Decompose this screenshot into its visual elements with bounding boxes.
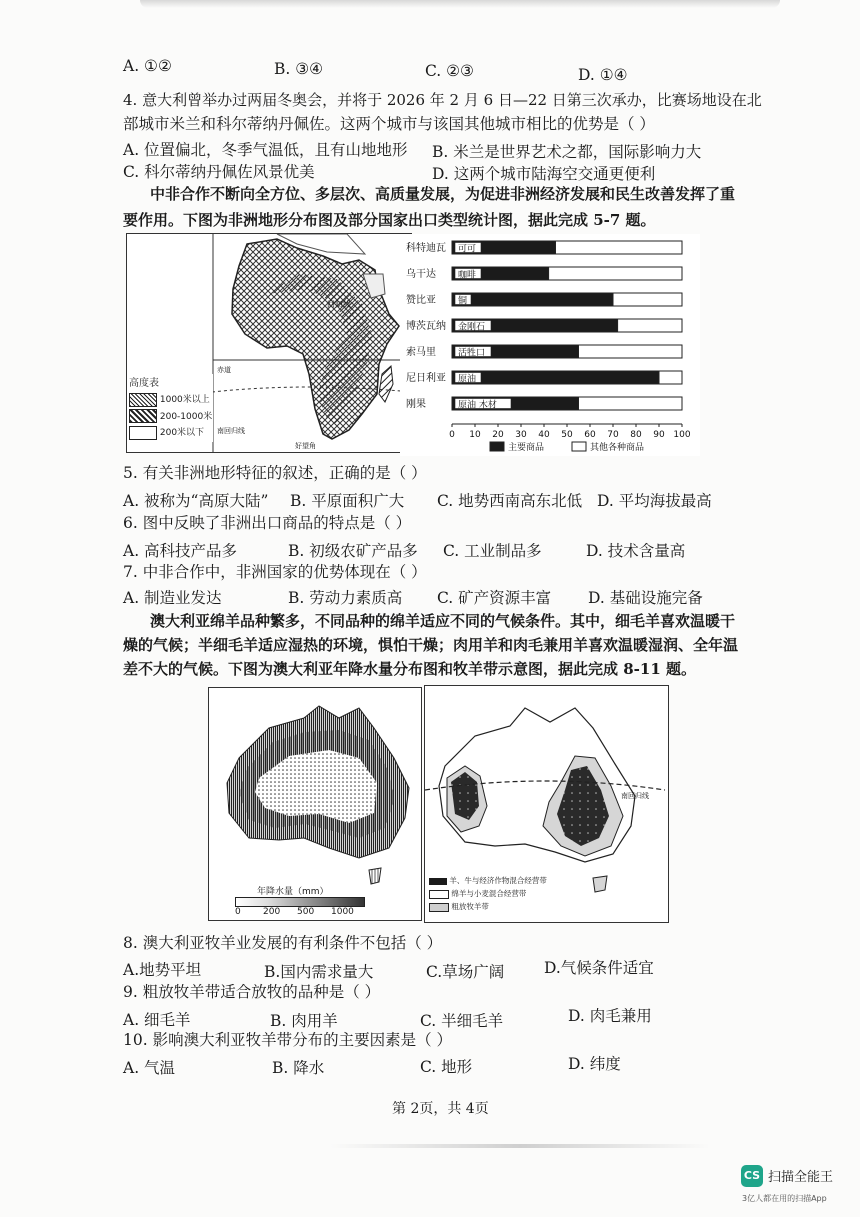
- q7-option-c: C. 矿产资源丰富: [437, 589, 552, 607]
- bar-main: [452, 293, 613, 306]
- sheep-legend-item-2: [429, 887, 547, 900]
- camscanner-name: 扫描全能王: [768, 1170, 834, 1185]
- australia-intro-line3: 差不大的气候。下图为澳大利亚年降水量分布图和牧羊带示意图，据此完成 8-11 题。: [123, 660, 696, 678]
- legend-swatch-main: [490, 442, 504, 451]
- q10-option-b: B. 降水: [272, 1059, 325, 1077]
- q10-stem: 10. 影响澳大利亚牧羊带分布的主要因素是（ ）: [123, 1031, 453, 1049]
- rainfall-legend: [235, 884, 375, 917]
- page-footer: 第 2页，共 4页: [392, 1101, 489, 1117]
- product-label: 金刚石: [458, 322, 486, 333]
- prev-option-d: D. ①④: [578, 66, 628, 84]
- rain-tick-0: 0: [235, 907, 241, 917]
- legend-label-mid: 200-1000米: [159, 411, 213, 422]
- category-label: 博茨瓦纳: [406, 321, 446, 332]
- q9-option-c: C. 半细毛羊: [420, 1012, 504, 1030]
- q6-option-c: C. 工业制品多: [443, 542, 542, 560]
- sheep-legend-item-1: [429, 874, 547, 887]
- q8-option-a: A.地势平坦: [123, 961, 202, 979]
- product-label: 铜: [458, 296, 468, 307]
- prev-option-a: A. ①②: [123, 57, 172, 75]
- product-label: 原油 木材: [458, 400, 497, 411]
- prev-option-b: B. ③④: [274, 60, 324, 78]
- bar-other: [549, 267, 682, 280]
- q4-option-b: B. 米兰是世界艺术之都，国际影响力大: [432, 143, 702, 161]
- q4-option-c: C. 科尔蒂纳丹佩佐风景优美: [123, 163, 315, 181]
- bar-main: [452, 371, 659, 384]
- australia-intro-line2: 燥的气候；半细毛羊适应湿热的环境，惧怕干燥；肉用羊和肉毛兼用羊喜欢温暖湿润、全年温: [123, 636, 739, 654]
- sheep-legend-item-3: [429, 900, 547, 913]
- cape-label: 好望角: [295, 442, 316, 450]
- q10-option-d: D. 纬度: [568, 1055, 621, 1073]
- q8-option-d: D.气候条件适宜: [544, 959, 654, 977]
- sheep-swatch-3: [429, 903, 449, 912]
- q7-option-d: D. 基础设施完备: [588, 589, 703, 607]
- export-chart-svg: [400, 234, 700, 456]
- legend-swatch-other: [572, 442, 586, 451]
- bar-other: [618, 319, 682, 332]
- q8-option-c: C.草场广阔: [426, 963, 505, 981]
- x-tick-label: 100: [673, 430, 691, 440]
- q4-option-d: D. 这两个城市陆海空交通更便利: [432, 165, 656, 183]
- q4-stem-line1: 4. 意大利曾举办过两届冬奥会，并将于 2026 年 2 月 6 日—22 日第三次承办，比赛场地设在北: [123, 91, 762, 109]
- q6-option-d: D. 技术含量高: [586, 542, 686, 560]
- sheep-belt-map: [424, 685, 669, 923]
- legend-swatch-high: [129, 393, 157, 407]
- sheep-legend-label-1: 羊、牛与经济作物混合经营带: [449, 876, 547, 885]
- x-tick-label: 0: [449, 430, 455, 440]
- africa-intro-line2: 要作用。下图为非洲地形分布图及部分国家出口类型统计图，据此完成 5-7 题。: [123, 211, 656, 229]
- q5-option-d: D. 平均海拔最高: [597, 492, 712, 510]
- bar-other: [556, 241, 683, 254]
- capricorn-label: 南回归线: [217, 427, 245, 435]
- equator-label: 赤道: [217, 366, 231, 374]
- product-label: 活牲口: [458, 348, 486, 359]
- q9-option-d: D. 肉毛兼用: [568, 1007, 652, 1025]
- x-tick-label: 70: [607, 430, 619, 440]
- q5-option-c: C. 地势西南高东北低: [437, 492, 583, 510]
- australia-intro-line1: 澳大利亚绵羊品种繁多，不同品种的绵羊适应不同的气候条件。其中，细毛羊喜欢温暖干: [150, 612, 736, 630]
- product-label: 原油: [458, 374, 477, 385]
- q4-stem-line2: 部城市米兰和科尔蒂纳丹佩佐。这两个城市与该国其他城市相比的优势是（ ）: [123, 115, 655, 133]
- q7-option-b: B. 劳动力素质高: [288, 589, 403, 607]
- sheep-legend-label-2: 绵羊与小麦混合经营带: [451, 889, 527, 898]
- legend-item-low: [129, 425, 213, 440]
- legend-label-high: 1000米以上: [159, 395, 210, 405]
- sheep-legend-label-3: 粗放牧羊带: [451, 902, 489, 911]
- bar-other: [579, 397, 683, 410]
- africa-legend: [129, 374, 213, 442]
- q7-option-a: A. 制造业发达: [123, 589, 222, 607]
- rainfall-map: [208, 687, 422, 921]
- x-tick-label: 50: [561, 430, 573, 440]
- legend-label-low: 200米以下: [159, 428, 205, 438]
- x-tick-label: 80: [630, 430, 642, 440]
- category-label: 索马里: [406, 347, 436, 358]
- legend-item-mid: [129, 409, 213, 424]
- legend-swatch-mid: [129, 409, 157, 423]
- x-tick-label: 10: [469, 430, 481, 440]
- product-label: 咖啡: [458, 270, 477, 281]
- scan-shadow-bottom: [330, 1144, 710, 1148]
- product-label: 可可: [458, 244, 477, 255]
- legend-title: 高度表: [129, 378, 159, 389]
- category-label: 刚果: [406, 399, 426, 410]
- sheep-swatch-2: [429, 890, 449, 899]
- q10-option-c: C. 地形: [420, 1058, 473, 1076]
- legend-main-goods: 主要商品: [508, 443, 545, 453]
- x-tick-label: 40: [538, 430, 550, 440]
- q10-option-a: A. 气温: [123, 1059, 176, 1077]
- q5-stem: 5. 有关非洲地形特征的叙述，正确的是（ ）: [123, 464, 427, 482]
- x-tick-label: 30: [515, 430, 527, 440]
- rainfall-legend-title: 年降水量（mm）: [257, 887, 329, 897]
- bar-other: [613, 293, 682, 306]
- category-label: 尼日利亚: [406, 373, 446, 384]
- q4-option-a: A. 位置偏北，冬季气温低，且有山地地形: [123, 141, 408, 159]
- category-label: 乌干达: [406, 269, 436, 280]
- bar-other: [579, 345, 683, 358]
- camscanner-logo: CS: [741, 1165, 763, 1187]
- q6-option-a: A. 高科技产品多: [123, 542, 238, 560]
- q5-option-a: A. 被称为“高原大陆”: [123, 492, 269, 510]
- rainfall-legend-ticks: [235, 907, 375, 917]
- q8-option-b: B.国内需求量大: [264, 963, 374, 981]
- q8-stem: 8. 澳大利亚牧羊业发展的有利条件不包括（ ）: [123, 934, 443, 952]
- tropic-label-north: 回归线: [327, 300, 351, 309]
- q9-option-b: B. 肉用羊: [270, 1012, 338, 1030]
- q9-stem: 9. 粗放牧羊带适合放牧的品种是（ ）: [123, 983, 381, 1001]
- q6-stem: 6. 图中反映了非洲出口商品的特点是（ ）: [123, 514, 412, 532]
- x-tick-label: 20: [492, 430, 504, 440]
- x-tick-label: 90: [653, 430, 665, 440]
- sheep-tropic-label: 南回归线: [621, 792, 649, 800]
- rain-tick-1000: 1000: [331, 907, 354, 917]
- q7-stem: 7. 中非合作中，非洲国家的优势体现在（ ）: [123, 563, 427, 581]
- q6-option-b: B. 初级农矿产品多: [288, 542, 418, 560]
- bar-other: [659, 371, 682, 384]
- camscanner-tagline: 3亿人都在用的扫描App: [742, 1194, 827, 1203]
- rain-tick-200: 200: [263, 907, 281, 917]
- q9-option-a: A. 细毛羊: [123, 1011, 191, 1029]
- rain-tick-500: 500: [297, 907, 315, 917]
- africa-intro-line1: 中非合作不断向全方位、多层次、高质量发展，为促进非洲经济发展和民生改善发挥了重: [150, 185, 736, 203]
- legend-item-high: [129, 392, 213, 407]
- sheep-legend: [429, 874, 547, 913]
- x-tick-label: 60: [584, 430, 596, 440]
- prev-option-c: C. ②③: [425, 62, 474, 80]
- scan-shadow: [140, 0, 780, 8]
- legend-other-goods: 其他各种商品: [590, 443, 645, 453]
- rainfall-legend-bar: [235, 897, 365, 907]
- q5-option-b: B. 平原面积广大: [290, 492, 405, 510]
- sheep-swatch-1: [429, 878, 447, 885]
- legend-swatch-low: [129, 426, 157, 440]
- category-label: 赞比亚: [406, 295, 436, 306]
- export-bar-chart: [400, 234, 700, 456]
- category-label: 科特迪瓦: [406, 243, 446, 254]
- africa-terrain-map: [126, 233, 412, 453]
